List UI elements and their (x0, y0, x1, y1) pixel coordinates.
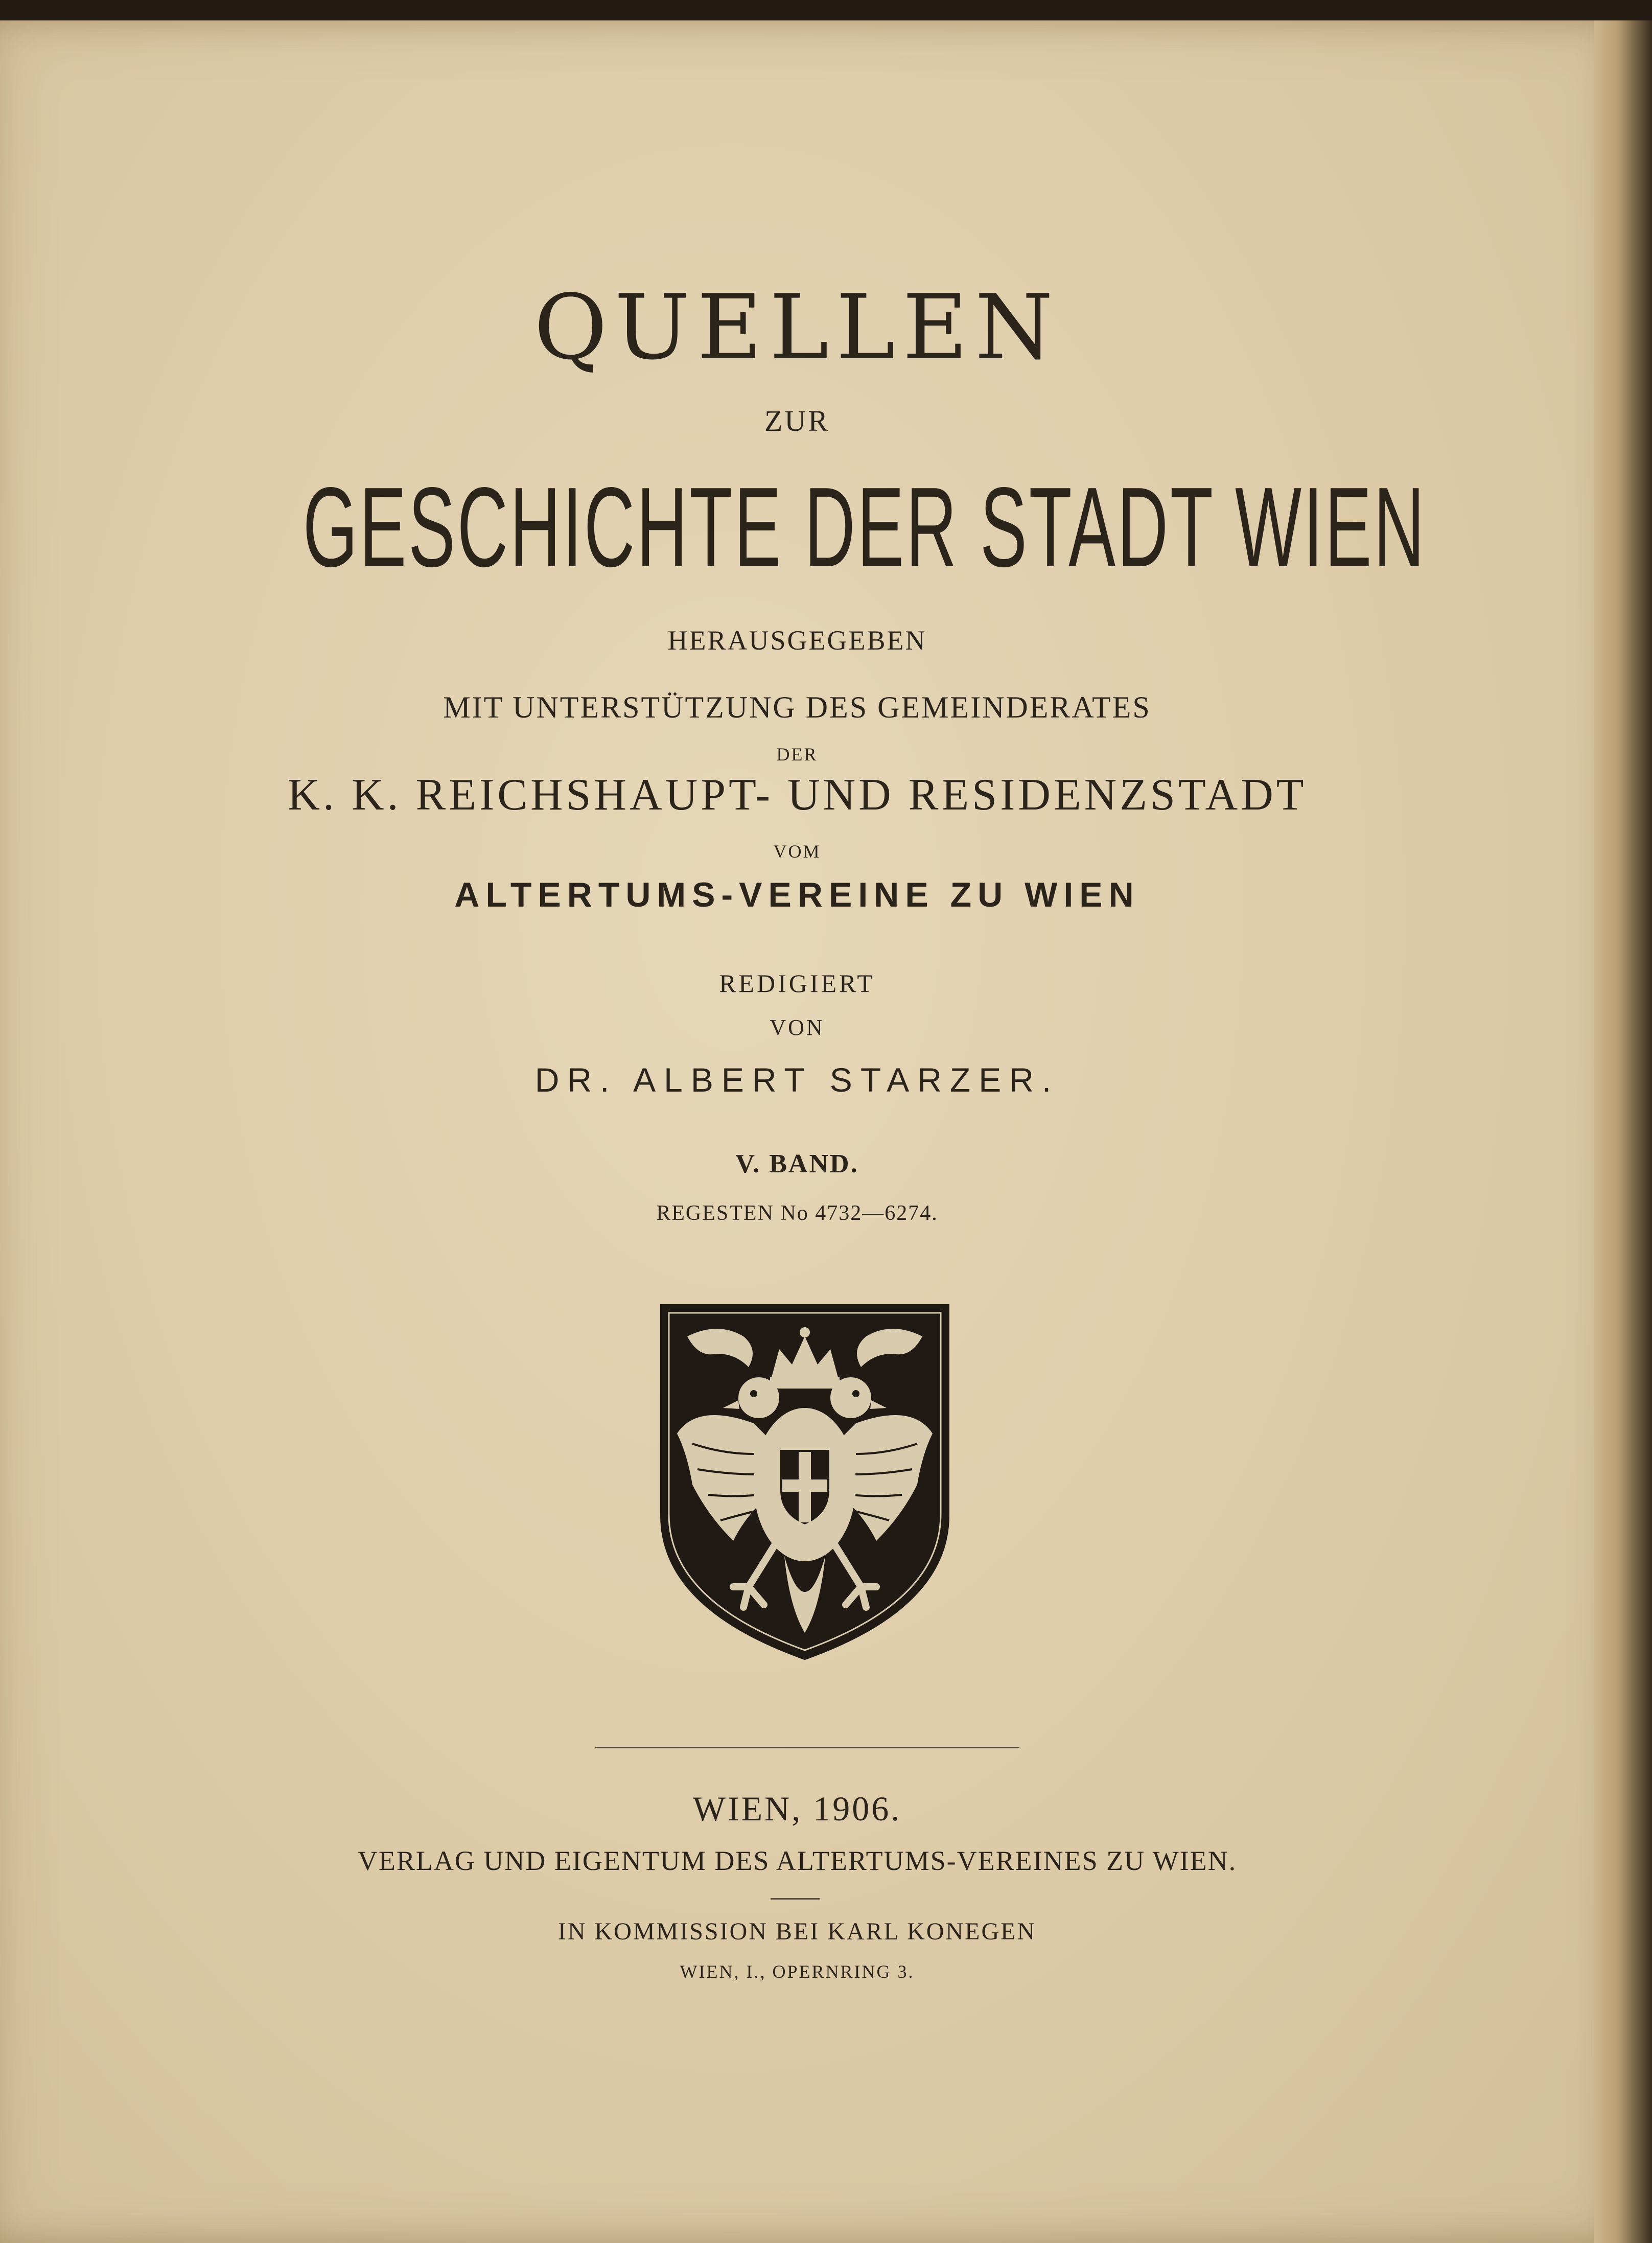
imprint-place-year: WIEN, 1906. (692, 1789, 902, 1828)
title-main: QUELLEN (534, 276, 1060, 380)
imprint-address: WIEN, I., OPERNRING 3. (680, 1961, 915, 1982)
volume-regesten: REGESTEN No 4732—6274. (656, 1201, 938, 1225)
imprint-commission: IN KOMMISSION BEI KARL KONEGEN (557, 1918, 1037, 1945)
publication-support: MIT UNTERSTÜTZUNG DES GEMEINDERATES (443, 690, 1151, 724)
separator-rule (595, 1747, 1019, 1748)
title-connector: ZUR (764, 404, 830, 437)
publication-der: DER (776, 744, 818, 765)
title-subtitle: GESCHICHTE DER STADT WIEN (303, 464, 1427, 591)
volume-band: V. BAND. (735, 1149, 859, 1178)
editor-name: DR. ALBERT STARZER. (534, 1061, 1060, 1099)
publication-herausgegeben: HERAUSGEGEBEN (667, 625, 927, 656)
editor-redigiert: REDIGIERT (719, 969, 875, 998)
publication-city: K. K. REICHSHAUPT- UND RESIDENZSTADT (287, 770, 1307, 820)
publication-vom: VOM (773, 841, 821, 862)
separator-rule-short (771, 1898, 820, 1900)
publication-society: ALTERTUMS-VEREINE ZU WIEN (454, 875, 1140, 914)
page-edge (1594, 20, 1652, 2243)
vienna-coat-of-arms-icon (657, 1301, 953, 1663)
imprint-publisher: VERLAG UND EIGENTUM DES ALTERTUMS-VEREINES ZU WIEN. (357, 1845, 1237, 1876)
editor-von: VON (770, 1015, 825, 1040)
scan-top-border (0, 0, 1652, 22)
